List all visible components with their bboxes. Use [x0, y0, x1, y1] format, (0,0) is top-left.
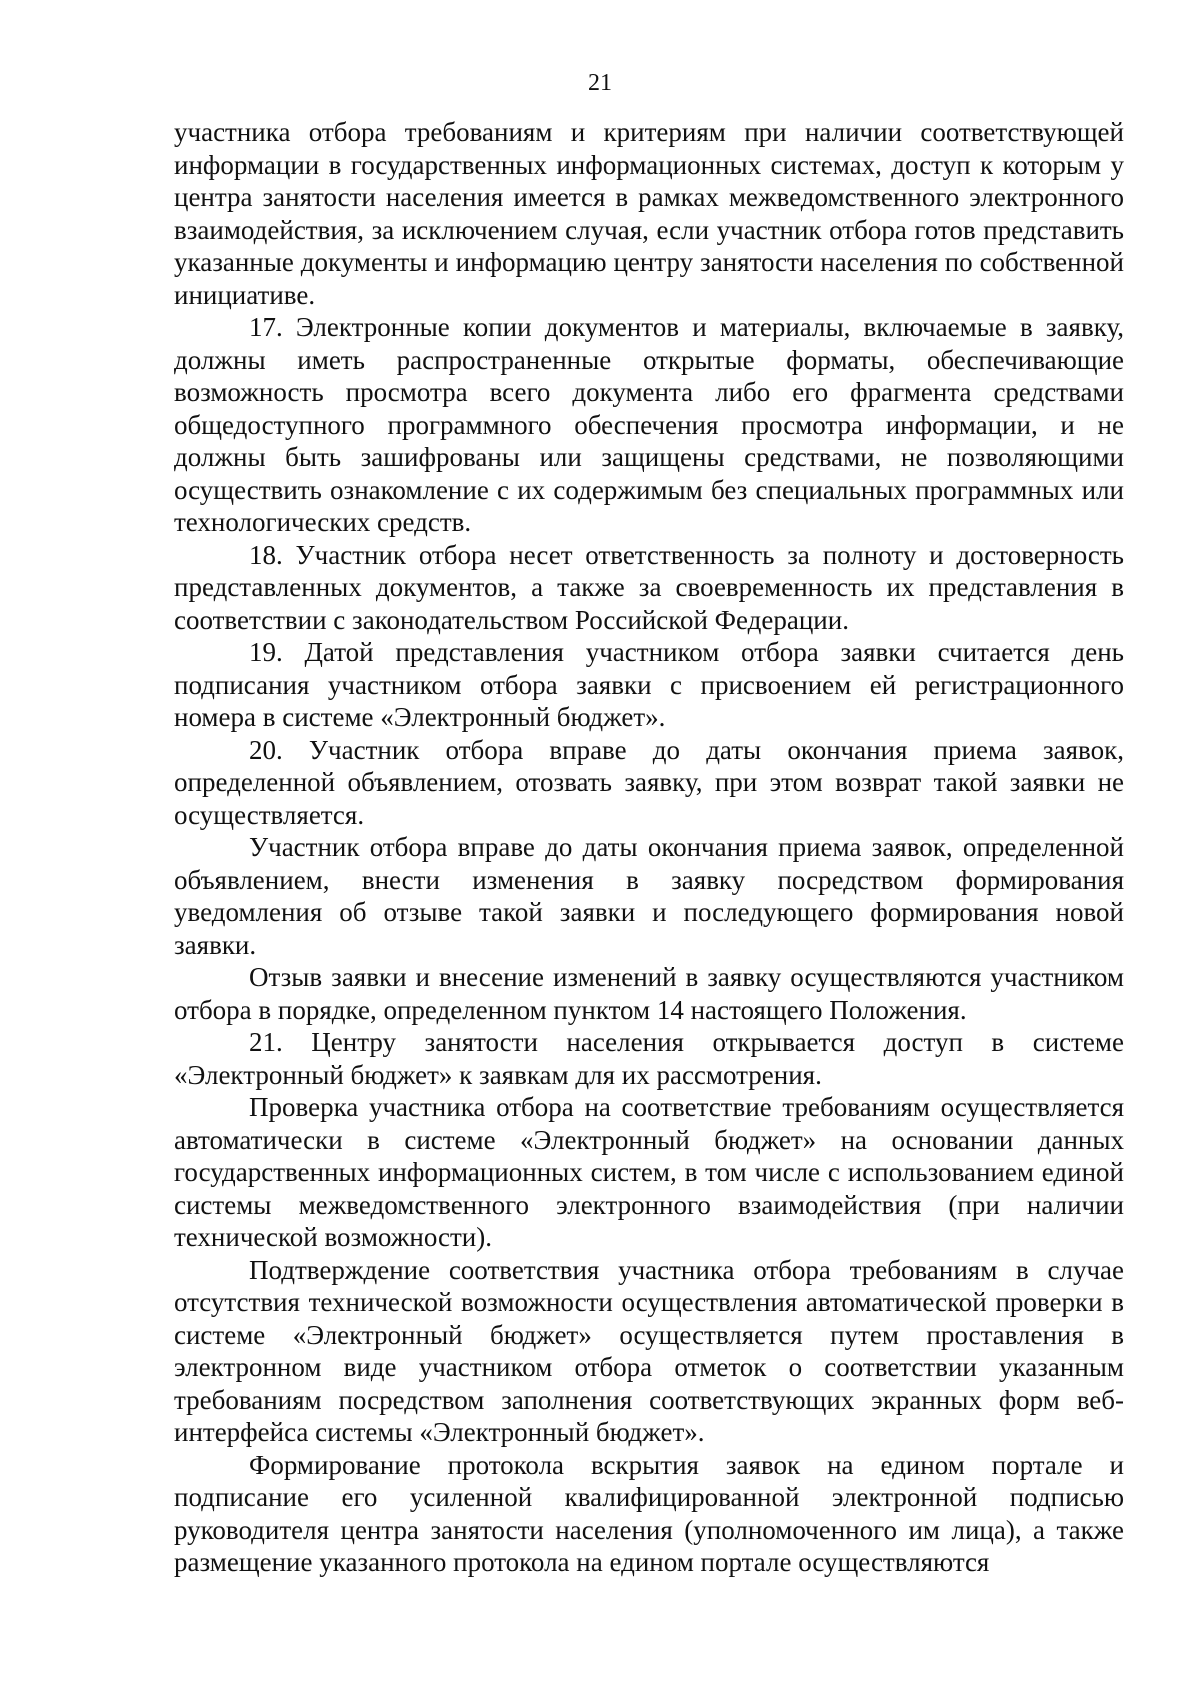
body-text: [174, 116, 1124, 1579]
paragraph-item-21-verification: Проверка участника отбора на соответствие требованиям осуществляется автоматически в системе «Электронный бюджет» на основании данных государственных информационных систем, в том числе с использованием единой системы межведомственного электронного взаимодействия (при наличии технической возможности).: [174, 1092, 1124, 1252]
page-number: 21: [588, 70, 612, 96]
paragraph-item-19: 19. Датой представления участником отбора заявки считается день подписания участником отбора заявки с присвоением ей регистрационного номера в системе «Электронный бюджет».: [174, 637, 1124, 732]
paragraph-continuation: участника отбора требованиям и критериям при наличии соответствующей информации в государственных информационных системах, доступ к которым у центра занятости населения имеется в рамках межведомственного электронного взаимодействия, за исключением случая, если участник отбора готов представить указанные документы и информацию центру занятости населения по собственной инициативе.: [174, 117, 1124, 310]
paragraph-item-20-withdrawal: Отзыв заявки и внесение изменений в заявку осуществляются участником отбора в порядке, определенном пунктом 14 настоящего Положения.: [174, 962, 1124, 1025]
paragraph-item-18: 18. Участник отбора несет ответственность за полноту и достоверность представленных документов, а также за своевременность их представления в соответствии с законодательством Российской Федерации.: [174, 539, 1124, 635]
paragraph-item-20: 20. Участник отбора вправе до даты окончания приема заявок, определенной объявлением, отозвать заявку, при этом возврат такой заявки не осуществляется.: [174, 734, 1124, 830]
paragraph-item-21-protocol: Формирование протокола вскрытия заявок на едином портале и подписание его усиленной квалифицированной электронной подписью руководителя центра занятости населения (уполномоченного им лица), а также размещение указанного протокола на едином портале осуществляются: [174, 1449, 1124, 1577]
paragraph-item-21: 21. Центру занятости населения открывается доступ в системе «Электронный бюджет» к заявкам для их рассмотрения.: [174, 1027, 1124, 1090]
paragraph-item-20-changes: Участник отбора вправе до даты окончания приема заявок, определенной объявлением, внести изменения в заявку посредством формирования уведомления об отзыве такой заявки и последующего формирования новой заявки.: [174, 832, 1124, 960]
paragraph-item-21-confirmation: Подтверждение соответствия участника отбора требованиям в случае отсутствия технической возможности осуществления автоматической проверки в системе «Электронный бюджет» осуществляется путем проставления в электронном виде участником отбора отметок о соответствии указанным требованиям посредством заполнения соответствующих экранных форм веб-интерфейса системы «Электронный бюджет».: [174, 1254, 1124, 1447]
paragraph-item-17: 17. Электронные копии документов и материалы, включаемые в заявку, должны иметь распространенные открытые форматы, обеспечивающие возможность просмотра всего документа либо его фрагмента средствами общедоступного программного обеспечения просмотра информации, и не должны быть зашифрованы или защищены средствами, не позволяющими осуществить ознакомление с их содержимым без специальных программных или технологических средств.: [174, 312, 1124, 537]
